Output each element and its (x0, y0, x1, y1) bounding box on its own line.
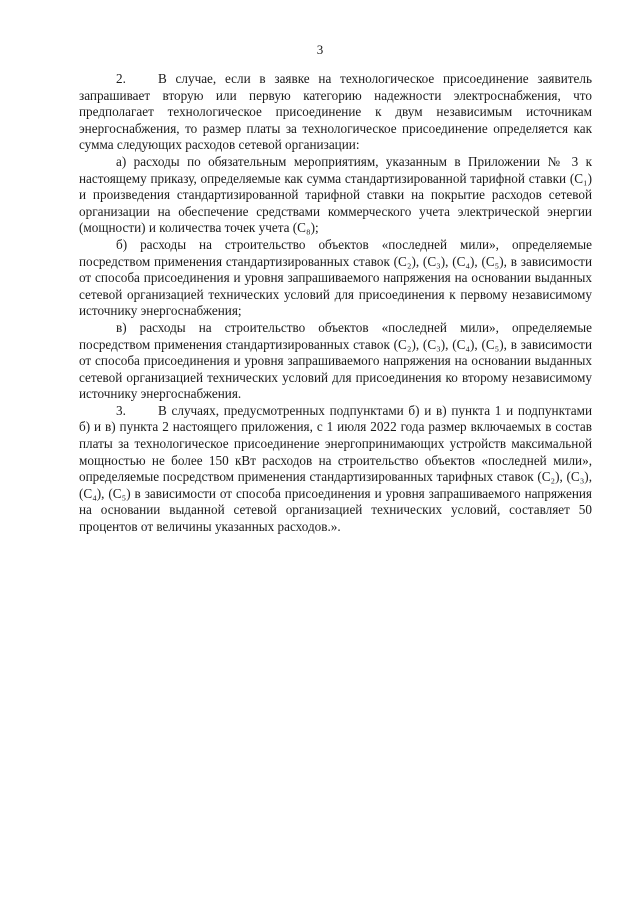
paragraph-text: В случаях, предусмотренных подпунктами б) и в) пункта 1 и подпунктами б) и в) пункта 2 настоящего приложения, с 1 июля 2022 года размер включаемых в состав платы за технологическое присоединение энергопринимающих устройств максимальной мощностью не более 150 кВт расходов на строительство объектов «последней мили», определяемые посредством применения стандартизированных тарифных ставок (С₂), (С₃), (С₄), (С₅) в зависимости от способа присоединения и уровня запрашиваемого напряжения на основании выданной сетевой организацией технических условий, составляет 50 процентов от величины указанных расходов.». (79, 402, 592, 535)
subparagraph-a: а) расходы по обязательным мероприятиям, указанным в Приложении № 3 к настоящему приказу, определяемые как сумма стандартизированной тарифной ставки (С₁) и произведения стандартизированной тарифной ставки на покрытие расходов сетевой организации на обеспечение средствами коммерческого учета электрической энергии (мощности) и количества точек учета (С₈); (79, 153, 592, 236)
paragraph-number: 2. (116, 71, 126, 86)
subparagraph-b: б) расходы на строительство объектов «последней мили», определяемые посредством применения стандартизированных ставок (С₂), (С₃), (С₄), (С₅), в зависимости от способа присоединения и уровня запрашиваемого напряжения на основании выданных сетевой организацией технических условий для присоединения к первому независимому источнику энергоснабжения; (79, 236, 592, 319)
paragraph-2 (79, 71, 592, 154)
document-body (79, 71, 592, 536)
page-number: 3 (316, 42, 324, 57)
paragraph-text: В случае, если в заявке на технологическое присоединение заявитель запрашивает вторую или первую категорию надежности электроснабжения, что предполагает технологическое присоединение к двум независимым источникам энергоснабжения, то размер платы за технологическое присоединение определяется как сумма следующих расходов сетевой организации: (79, 71, 592, 153)
paragraph-3 (79, 403, 592, 536)
paragraph-number: 3. (116, 402, 126, 418)
subparagraph-v: в) расходы на строительство объектов «последней мили», определяемые посредством применения стандартизированных ставок (С₂), (С₃), (С₄), (С₅), в зависимости от способа присоединения и уровня запрашиваемого напряжения на основании выданных сетевой организацией технических условий для присоединения ко второму независимому источнику энергоснабжения. (79, 319, 592, 402)
